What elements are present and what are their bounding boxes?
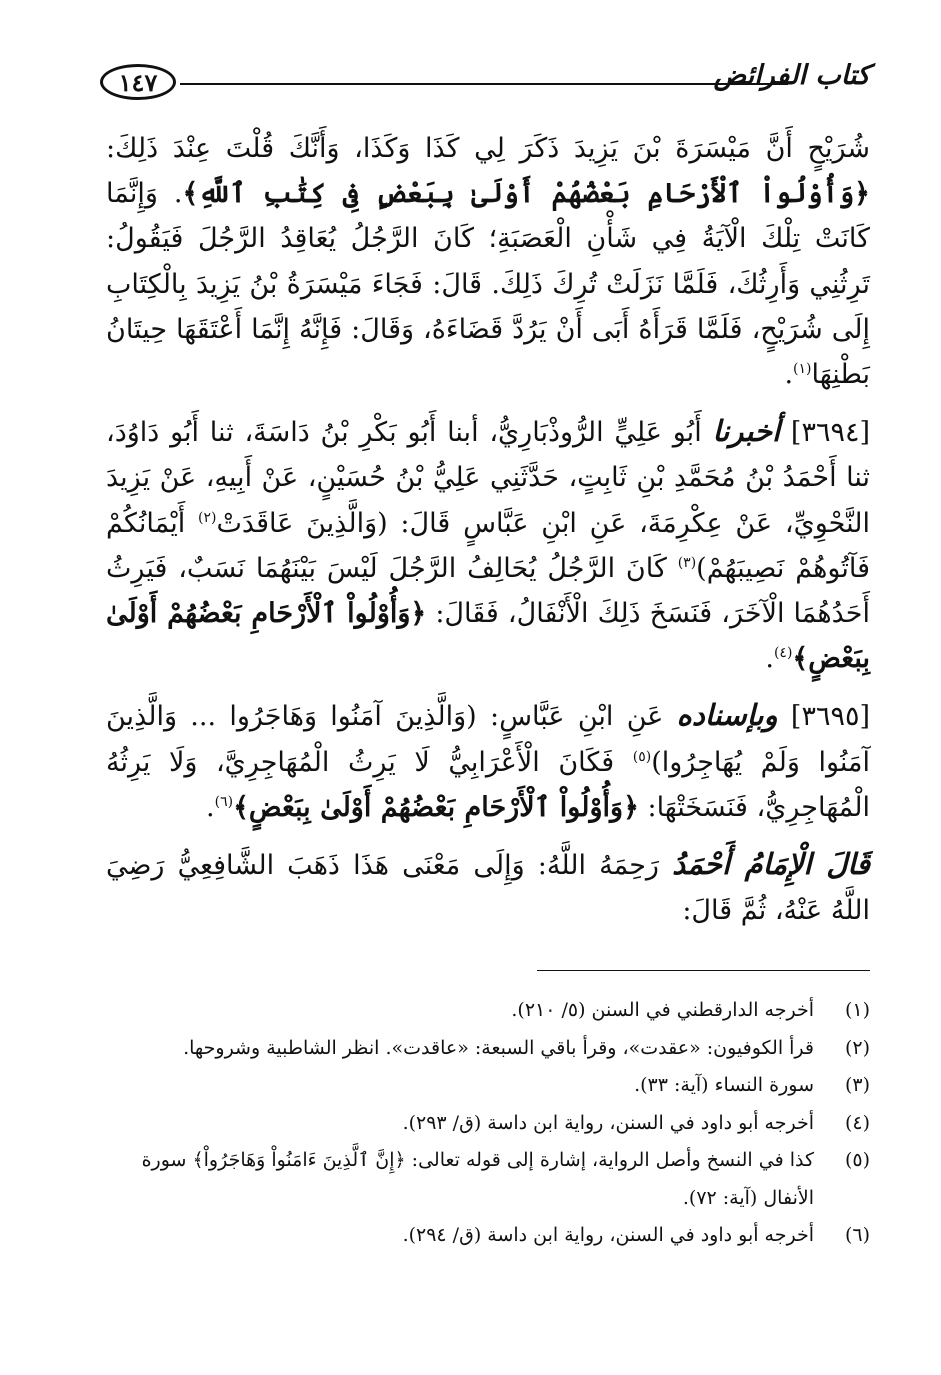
hadith-3695 [106,693,870,830]
footnote-text: سورة النساء (آية: ٣٣). [634,1074,814,1096]
footnote-number: (٢) [844,1036,870,1059]
footnote-number: (٤) [844,1111,870,1134]
text: . [765,643,774,675]
imam-name: قَالَ الْإِمَامُ أَحْمَدُ [672,847,870,882]
footnote-text: أخرجه أبو داود في السنن، رواية ابن داسة (ق/ ٢٩٤). [402,1224,814,1246]
footnote-ref-4[interactable]: (٤) [773,645,793,662]
text: . [206,791,215,823]
footnote-ref-1[interactable]: (١) [793,361,812,378]
hadith-number: [٣٦٩٤] [790,417,870,449]
text: فَكَانَ الْأَعْرَابِيُّ لَا يَرِثُ الْمُهَاجِرِيَّ، وَلَا يَرِثُهُ الْمُهَاجِرِيُّ، فَنَسَخَتْهَا: [106,746,870,823]
footnote-text: كذا في النسخ وأصل الرواية، إشارة إلى قوله تعالى: ﴿إِنَّ ٱلَّذِينَ ءَامَنُواْ وَهَاجَرُواْ﴾ سورة الأنفال (آية: ٧٢). [141,1149,814,1209]
quran-verse: ﴿وَأُوْلُواْ ٱلْأَرْحَامِ بَعْضُهُمْ أَوْلَىٰ بِبَعْضٍ فِى كِتَٰبِ ٱللَّهِ﴾ [182,178,870,210]
footnote-ref-3[interactable]: (٣) [677,554,697,571]
header-rule [180,83,788,85]
text: عَنِ ابْنِ عَبَّاسٍ: (وَالَّذِينَ آمَنُوا وَهَاجَرُوا ... وَالَّذِينَ آمَنُوا وَلَمْ يُهَاجِرُوا) [106,701,871,778]
text: شُرَيْحٍ أَنَّ مَيْسَرَةَ بْنَ يَزِيدَ ذَكَرَ لِي كَذَا وَكَذَا، وَأَنَّكَ قُلْتَ عِنْدَ ذَلِكَ: [106,133,870,164]
imam-statement [106,842,870,933]
footnote-separator [537,970,870,971]
footnote-ref-6[interactable]: (٦) [214,793,234,810]
main-text [106,126,870,933]
text: . وَإِنَّمَا كَانَتْ تِلْكَ الْآيَةُ فِي شَأْنِ الْعَصَبَةِ؛ كَانَ الرَّجُلُ يُعَاقِدُ الرَّجُلَ فَيَقُولُ: تَرِثُنِي وَأَرِثُكَ، فَلَمَّا نَزَلَتْ تُرِكَ ذَلِكَ. قَالَ: فَجَاءَ مَيْسَرَةُ بْنُ يَزِيدَ بِالْكِتَابِ إِلَى شُرَيْحٍ، فَلَمَّا قَرَأَهُ أَبَى أَنْ يَرُدَّ قَضَاءَهُ، وَقَالَ: فَإِنَّهُ إِنَّمَا أَعْتَقَهَا حِيتَانُ بَطْنِهَا [106,178,870,391]
footnote-item [106,992,870,1030]
text: أَيْمَانُكُمْ فَآتُوهُمْ نَصِيبَهُمْ) [106,507,871,584]
hadith-number: [٣٦٩٥] [790,701,870,733]
book-title: كتاب الفرائض [713,60,870,91]
footnote-item [106,1142,870,1217]
narration-lead: أخبرنا [712,414,781,449]
footnote-number: (٦) [844,1224,870,1246]
narration-lead: وبإسناده [676,698,778,733]
text: . [784,359,794,391]
text: رَحِمَهُ اللَّهُ: وَإِلَى مَعْنَى هَذَا ذَهَبَ الشَّافِعِيُّ رَضِيَ اللَّهُ عَنْهُ، ثُمَّ قَالَ: [106,850,870,927]
paragraph-1 [106,126,870,397]
footnote-item [106,1067,870,1105]
quran-verse: ﴿وَأُوْلُواْ ٱلْأَرْحَامِ بَعْضُهُمْ أَوْلَىٰ بِبَعْضٍ﴾ [106,598,870,675]
footnote-item [106,1030,870,1068]
footnote-number: (٥) [844,1149,870,1171]
footnote-ref-5[interactable]: (٥) [632,748,652,765]
footnote-text: أخرجه أبو داود في السنن، رواية ابن داسة (ق/ ٢٩٣). [402,1111,814,1134]
quran-verse: ﴿وَأُوْلُواْ ٱلْأَرْحَامِ بَعْضُهُمْ أَوْلَىٰ بِبَعْضٍ﴾ [233,791,639,823]
footnote-text: قرأ الكوفيون: «عقدت»، وقرأ باقي السبعة: «عاقدت». انظر الشاطبية وشروحها. [183,1036,814,1059]
footnotes [106,992,870,1255]
page-number: ١٤٧ [100,64,176,100]
footnote-text: أخرجه الدارقطني في السنن (٥/ ٢١٠). [511,999,814,1021]
page-header [100,56,870,112]
footnote-item [106,1217,870,1255]
text: كَانَ الرَّجُلُ يُحَالِفُ الرَّجُلَ لَيْسَ بَيْنَهُمَا نَسَبٌ، فَيَرِثُ أَحَدُهُمَا الْآخَرَ، فَنَسَخَ ذَلِكَ الْأَنْفَالُ، فَقَالَ: [106,552,870,630]
footnote-item [106,1105,870,1143]
text: أَبُو عَلِيٍّ الرُّوذْبَارِيُّ، أبنا أَبُو بَكْرِ بْنُ دَاسَةَ، ثنا أَبُو دَاوُدَ، ثنا أَحْمَدُ بْنُ مُحَمَّدِ بْنِ ثَابِتٍ، حَدَّثَنِي عَلِيُّ بْنُ حُسَيْنٍ، عَنْ أَبِيهِ، عَنْ يَزِيدَ النَّحْوِيِّ، عَنْ عِكْرِمَةَ، عَنِ ابْنِ عَبَّاسٍ قَالَ: (وَالَّذِينَ عَاقَدَتْ [106,417,870,539]
footnote-number: (٣) [844,1074,870,1096]
footnote-ref-2[interactable]: (٢) [198,509,217,526]
hadith-3694 [106,409,870,681]
footnote-number: (١) [844,999,870,1021]
